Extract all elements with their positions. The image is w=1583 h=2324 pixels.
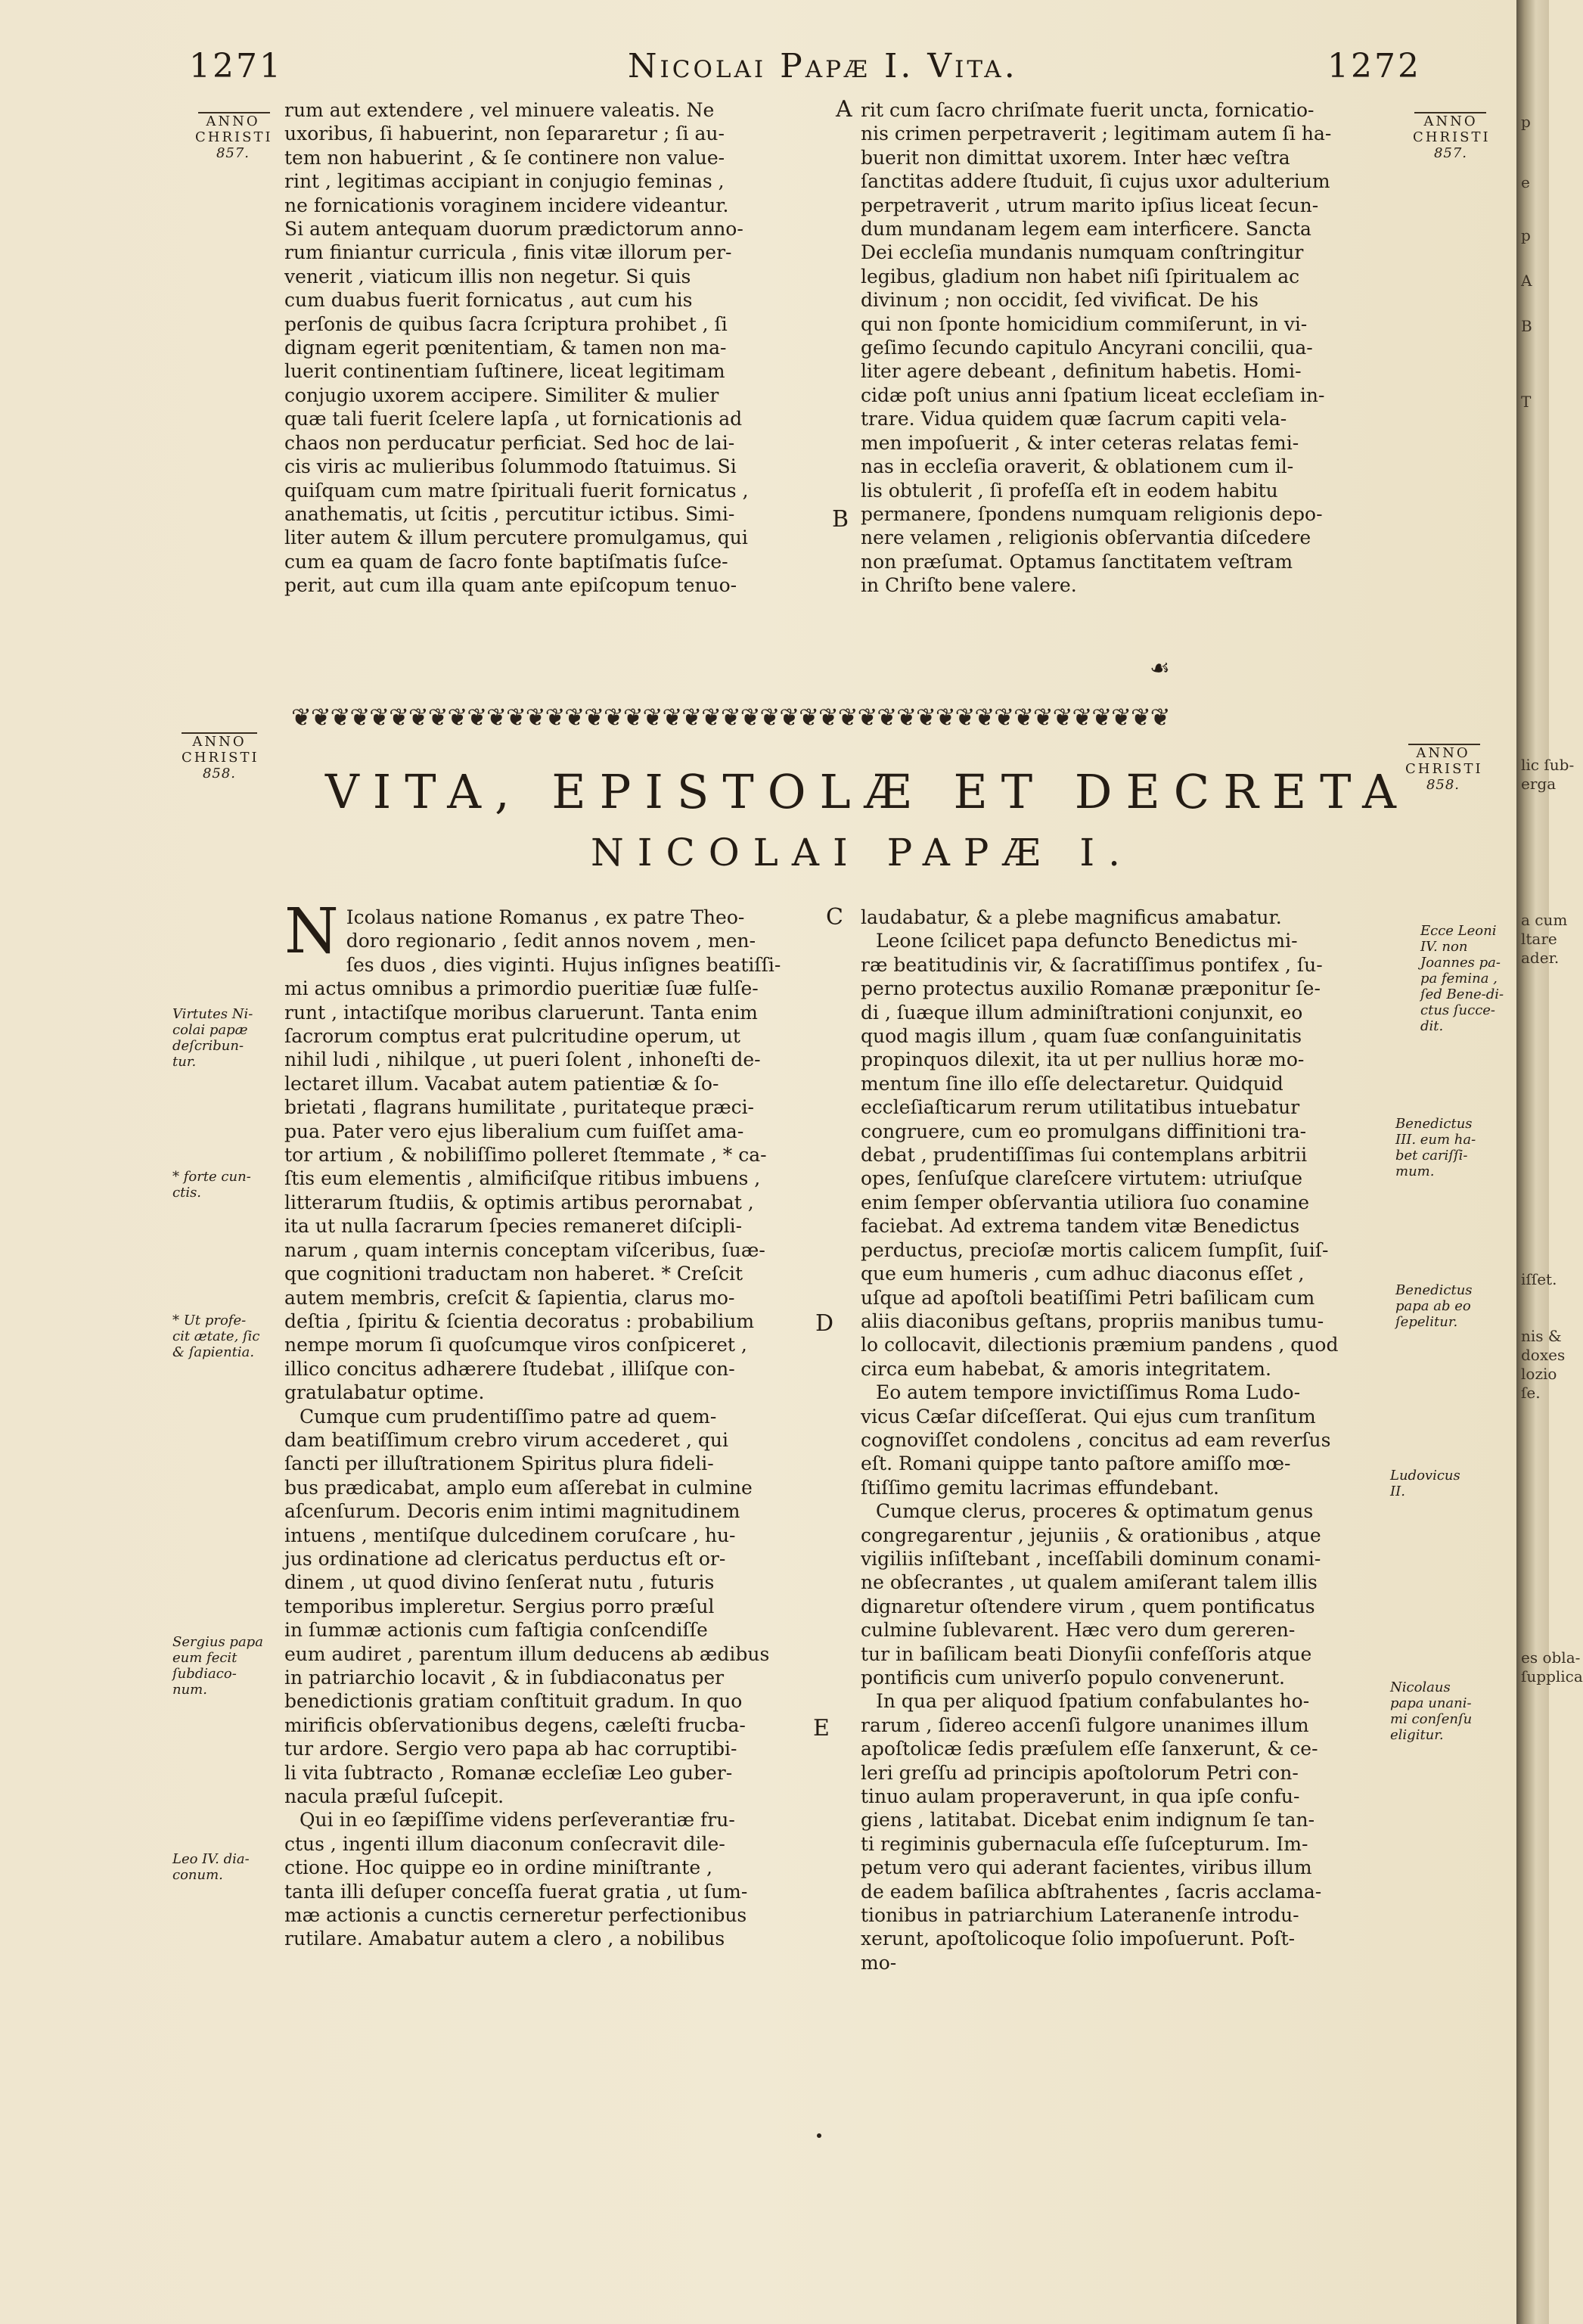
year-label: 857. (1433, 145, 1468, 161)
sidenote-line: eum fecit (172, 1650, 237, 1666)
margin-rule (1408, 744, 1480, 745)
text-line: pontificis cum univerſo populo convenerunt. (861, 1667, 1285, 1689)
year-label: 857. (216, 145, 250, 161)
text-line: lectaret illum. Vacabat autem patientiæ & ſo- (284, 1072, 719, 1095)
text-line: rutilare. Amabatur autem a clero , a nobilibus (284, 1928, 725, 1950)
sidenote-line: Sergius papa (172, 1634, 263, 1650)
text-line: non præſumat. Optamus ſanctitatem veſtram (861, 550, 1293, 573)
column-letter-a: A (836, 96, 852, 123)
tailpiece-fleuron-icon: ☙ (1150, 655, 1170, 682)
text-line: ſes duos , dies viginti. Hujus inſignes beatiſſi- (346, 953, 781, 976)
text-line: liter autem & illum percutere promulgamus, qui (284, 527, 748, 549)
sidenote-line: colai papæ (172, 1022, 248, 1038)
edge-fragment: T (1521, 393, 1532, 411)
sidenote-left-1 (172, 1006, 263, 1070)
text-line: temporibus impleretur. Sergius porro præſul (284, 1595, 715, 1617)
text-line: jus ordinatione ad clericatus perductus eſt or- (284, 1547, 726, 1570)
text-line: faciebat. Ad extrema tandem vitæ Benedictus (861, 1215, 1300, 1238)
edge-fragment: p (1521, 226, 1531, 244)
text-line: dignaretur oſtendere virum , quem pontificatus (861, 1595, 1315, 1617)
text-line: lis obtulerit , ſi profeſſa eſt in eodem habitu (861, 479, 1278, 502)
sidenote-right-1 (1420, 923, 1511, 1034)
text-line: luerit continentiam ſuſtinere, liceat legitimam (284, 360, 725, 383)
text-line: venerit , viaticum illis non negetur. Si quis (284, 265, 691, 287)
column-letter-c: C (826, 904, 843, 931)
text-line: congruere, cum eo promulgans diffinitioni tra- (861, 1120, 1307, 1142)
edge-fragment: ſe. (1521, 1384, 1541, 1402)
text-line: dam beatiſſimum crebro virum accederet , qui (284, 1428, 729, 1451)
text-line: cognoviſſet condolens , concitus ad eam reverſus (861, 1428, 1331, 1451)
text-line: tur in baſilicam beati Dionyſii confeſſoris atque (861, 1642, 1312, 1665)
text-line: buerit non dimittat uxorem. Inter hæc veſtra (861, 146, 1290, 169)
text-column-bottom-left (284, 896, 821, 1951)
text-line: litterarum ſtudiis, & optimis artibus perornabat , (284, 1191, 754, 1213)
text-line: ſanctitas addere ſtuduit, ſi cujus uxor adulterium (861, 170, 1330, 193)
text-line: perpetraverit , utrum marito ipſius liceat ſecun- (861, 194, 1319, 216)
text-line: mo- (861, 1951, 897, 1974)
text-line: nis crimen perpetraverit ; legitimam autem ſi ha- (861, 123, 1332, 145)
text-line: benedictionis gratiam conſtituit gradum. In quo (284, 1690, 743, 1713)
sidenote-line: Nicolaus (1390, 1679, 1451, 1695)
text-line: runt , intactiſque moribus claruerunt. Tanta enim (284, 1001, 758, 1024)
text-line: Si autem antequam duorum prædictorum anno- (284, 218, 743, 241)
sidenote-line: num. (172, 1682, 207, 1698)
text-line: mentum ſine illo eſſe delectaretur. Quidquid (861, 1072, 1283, 1095)
text-line: liter agere debeant , definitum habetis. Homi- (861, 360, 1302, 383)
sidenote-line: ctus ſucce- (1420, 1002, 1496, 1018)
text-line: in ſummæ actionis cum faſtigia conſcendiſſe (284, 1619, 708, 1642)
edge-fragment: p (1521, 113, 1531, 131)
text-line: congregarentur , jejuniis , & orationibus , atque (861, 1524, 1321, 1546)
text-line: vigiliis inſiſtebant , inceſſabili dominum conami- (861, 1547, 1321, 1570)
text-line: ſacrorum comptus erat pulcritudine operum, ut (284, 1025, 740, 1048)
text-line: mirificis obſervationibus degens, cæleſti frucba- (284, 1713, 746, 1736)
text-line: petum vero qui aderant facientes, viribus illum (861, 1856, 1312, 1879)
sidenote-line: II. (1390, 1484, 1405, 1499)
edge-fragment: ltare (1521, 930, 1557, 948)
text-line: ti regiminis gubernacula eſſe ſuſcepturum. Im- (861, 1832, 1308, 1855)
text-line: rint , legitimas accipiant in conjugio feminas , (284, 170, 725, 193)
text-line: quiſquam cum matre ſpirituali fuerit fornicatus , (284, 479, 749, 502)
text-line: perſonis de quibus ſacra ſcriptura prohibet , ſi (284, 312, 728, 335)
text-line: deſtia , ſpiritu & ſcientia decoratus : probabilium (284, 1310, 755, 1332)
christi-label: CHRISTI (1413, 129, 1491, 145)
text-line: enim ſemper obſervantia utiliora ſuo conamine (861, 1191, 1310, 1213)
edge-fragment: e (1521, 173, 1530, 191)
sidenote-line: ſed Bene-di- (1420, 986, 1504, 1002)
text-line: ita ut nulla ſacrarum ſpecies remaneret diſcipli- (284, 1215, 743, 1238)
page-number-right: 1272 (1327, 47, 1421, 85)
text-line: leri greſſu ad principis apoſtolorum Petri con- (861, 1761, 1299, 1784)
sidenote-left-4 (172, 1634, 263, 1698)
sidenote-line: & ſapientia. (172, 1344, 255, 1360)
text-line: tor artium , & nobiliſſimo polleret ſtemmate , * ca- (284, 1144, 767, 1167)
text-line: ræ beatitudinis vir, & ſacratiſſimus pontifex , ſu- (861, 953, 1323, 976)
edge-fragment: B (1521, 317, 1532, 335)
text-line: vicus Cæſar diſceſſerat. Qui ejus cum tranſitum (861, 1405, 1316, 1428)
sidenote-left-5 (172, 1851, 263, 1883)
edge-fragment: ſupplica (1521, 1667, 1583, 1686)
text-line: cis viris ac mulieribus ſolummodo ſtatuimus. Si (284, 455, 737, 478)
sidenote-line: Benedictus (1395, 1282, 1473, 1298)
edge-fragment: nis & (1521, 1327, 1562, 1345)
sidenote-line: conum. (172, 1867, 223, 1883)
margin-rule (182, 732, 257, 734)
sidenote-right-3 (1395, 1282, 1486, 1330)
text-line: Cumque clerus, proceres & optimatum genus (876, 1500, 1314, 1523)
sidenote-line: Leo IV. dia- (172, 1851, 250, 1867)
text-line: rit cum ſacro chriſmate fuerit uncta, fornicatio- (861, 99, 1315, 121)
anno-label: ANNO (192, 734, 247, 750)
text-line: conjugio uxorem accipere. Similiter & mulier (284, 384, 719, 406)
text-line: qui non ſponte homicidium commiſerunt, in vi- (861, 312, 1308, 335)
edge-fragment: lic ſub- (1521, 756, 1575, 774)
sidenote-line: papa ab eo (1395, 1298, 1471, 1314)
text-line: in patriarchio locavit , & in ſubdiaconatus per (284, 1667, 725, 1689)
sidenote-line: Joannes pa- (1420, 955, 1501, 971)
section-title: VITA, EPISTOLÆ ET DECRETA (325, 764, 1410, 819)
sidenote-line: Benedictus (1395, 1116, 1473, 1132)
sidenote-line: bet cariſſi- (1395, 1148, 1468, 1164)
text-line: giens , latitabat. Dicebat enim indignum ſe tan- (861, 1809, 1315, 1832)
text-line: eccleſiaſticarum rerum utilitatibus intuebatur (861, 1096, 1300, 1119)
anno-label: ANNO (1423, 113, 1478, 129)
sidenote-right-5 (1390, 1679, 1481, 1743)
sidenote-line: pa femina , (1420, 971, 1498, 986)
text-line: di , ſuæque illum adminiſtrationi conjunxit, eo (861, 1001, 1303, 1024)
running-title: Nicolai Papæ I. Vita. (628, 47, 1018, 85)
text-line: rum aut extendere , vel minuere valeatis. Ne (284, 99, 715, 121)
text-line: anathematis, ut ſcitis , percutitur ictibus. Simi- (284, 502, 735, 525)
text-line: autem membris, creſcit & ſapientia, clarus mo- (284, 1286, 735, 1309)
text-line: uſque ad apoſtoli beatiſſimi Petri baſilicam cum (861, 1286, 1315, 1309)
text-line: aſcenſurum. Decoris enim intimi magnitudinem (284, 1500, 740, 1523)
text-line: tur ardore. Sergio vero papa ab hac corruptibi- (284, 1738, 737, 1760)
margin-year-top-left (195, 113, 271, 161)
text-line: eum audiret , parentum illum deducens ab ædibus (284, 1642, 770, 1665)
edge-fragment: iſſet. (1521, 1270, 1557, 1288)
text-column-top-left (284, 98, 821, 598)
sidenote-line: mi conſenſu (1390, 1711, 1473, 1727)
text-line: brietati , flagrans humilitate , puritateque præci- (284, 1096, 755, 1119)
text-line: nere velamen , religionis obſervantia diſcedere (861, 527, 1311, 549)
text-line: laudabatur, & a plebe magnificus amabatur. (861, 906, 1282, 928)
sidenote-line: ſepelitur. (1395, 1314, 1458, 1330)
sidenote-line: tur. (172, 1054, 197, 1070)
margin-year-mid-left (182, 734, 257, 781)
sidenote-left-2 (172, 1169, 263, 1201)
column-letter-e: E (813, 1715, 830, 1741)
christi-label: CHRISTI (182, 750, 259, 766)
margin-rule (1414, 112, 1486, 113)
sidenote-line: ſubdiaco- (172, 1666, 237, 1682)
drop-capital: N (284, 896, 339, 968)
sidenote-line: * Ut profe- (172, 1313, 247, 1328)
text-column-bottom-left-lines (284, 896, 821, 1951)
sidenote-line: Ecce Leoni (1420, 923, 1497, 939)
text-line: permanere, ſpondens numquam religionis depo- (861, 502, 1323, 525)
anno-label: ANNO (1416, 745, 1470, 761)
text-line: rum finiantur curricula , finis vitæ illorum per- (284, 241, 732, 264)
sidenote-line: * forte cun- (172, 1169, 251, 1185)
sidenote-line: mum. (1395, 1164, 1435, 1179)
text-line: Dei eccleſia mundanis numquam conſtringitur (861, 241, 1304, 264)
edge-fragment: A (1521, 272, 1532, 290)
sidenote-line: IV. non (1420, 939, 1468, 955)
sidenote-line: Virtutes Ni- (172, 1006, 253, 1022)
text-column-bottom-right (861, 906, 1417, 1974)
text-line: pua. Pater vero ejus liberalium cum fuiſſet ama- (284, 1120, 744, 1142)
text-line: tanta illi deſuper conceſſa fuerat gratia , ut ſum- (284, 1880, 748, 1903)
text-line: ctus , ingenti illum diaconum conſecravit dile- (284, 1832, 725, 1855)
text-line: ctione. Hoc quippe eo in ordine miniſtrante , (284, 1856, 713, 1879)
christi-label: CHRISTI (195, 129, 273, 145)
text-line: geſimo ſecundo capitulo Ancyrani concilii, qua- (861, 337, 1313, 359)
text-line: eſt. Romani quippe tanto paſtore amiſſo mœ- (861, 1452, 1291, 1475)
edge-fragment: a cum (1521, 911, 1568, 929)
text-line: rarum , ſidereo accenſi fulgore unanimes illum (861, 1713, 1309, 1736)
sidenote-left-3 (172, 1313, 263, 1360)
text-line: tionibus in patriarchium Lateranenſe introdu- (861, 1904, 1299, 1927)
text-line: uxoribus, ſi habuerint, non ſepararetur ; ſi au- (284, 123, 725, 145)
text-line: que cognitioni traductam non haberet. * Creſcit (284, 1263, 743, 1285)
year-label: 858. (202, 766, 237, 781)
text-line: doro regionario , ſedit annos novem , men- (346, 930, 756, 952)
text-line: nihil ludi , nihilque , ut pueri ſolent , inhoneſti de- (284, 1049, 761, 1071)
text-line: mæ actionis a cunctis cerneretur perfectionibus (284, 1904, 747, 1927)
text-line: illico concitus adhærere ſtudebat , illiſque con- (284, 1357, 735, 1380)
text-line: In qua per aliquod ſpatium confabulantes ho- (876, 1690, 1310, 1713)
sidenote-line: dit. (1420, 1018, 1444, 1034)
ink-dot (817, 2133, 821, 2138)
text-line: apoſtolicæ ſedis præſulem eſſe ſanxerunt, & ce- (861, 1738, 1318, 1760)
edge-fragment: lozio (1521, 1365, 1557, 1383)
text-line: dum mundanam legem eam interficere. Sancta (861, 218, 1311, 241)
text-line: perductus, precioſæ mortis calicem ſumpſit, ſuiſ- (861, 1238, 1329, 1261)
text-line: Qui in eo ſæpiſſime videns perſeverantiæ fru- (300, 1809, 735, 1832)
text-line: nacula præſul ſuſcepit. (284, 1785, 504, 1808)
text-line: trare. Vidua quidem quæ ſacrum capiti vela- (861, 408, 1287, 430)
margin-year-mid-right (1405, 745, 1481, 793)
text-line: culmine ſublevarent. Hæc vero dum gereren- (861, 1619, 1296, 1642)
text-line: nempe morum ſi quoſcumque viros conſpiceret , (284, 1334, 747, 1356)
text-line: Eo autem tempore invictiſſimus Roma Ludo- (876, 1381, 1301, 1404)
anno-label: ANNO (206, 113, 260, 129)
text-line: ne obſecrantes , ut qualem amiſerant talem illis (861, 1571, 1318, 1594)
sidenote-line: papa unani- (1390, 1695, 1472, 1711)
text-line: dignam egerit pœnitentiam, & tamen non ma- (284, 337, 727, 359)
text-line: legibus, gladium non habet niſi ſpiritualem ac (861, 265, 1300, 287)
text-column-top-right (861, 98, 1417, 598)
text-line: Cumque cum prudentiſſimo patre ad quem- (300, 1405, 717, 1428)
section-subtitle: NICOLAI PAPÆ I. (590, 831, 1134, 875)
text-line: opes, ſenſuſque clareſcere virtutem: utriuſque (861, 1167, 1303, 1190)
text-line: circa eum habebat, & amoris integritatem. (861, 1357, 1271, 1380)
text-line: xerunt, apoſtolicoque ſolio impoſuerunt. Poſt- (861, 1928, 1296, 1950)
text-line: cum ea quam de ſacro fonte baptiſmatis ſuſce- (284, 550, 728, 573)
text-line: lo collocavit, dilectionis præmium pandens , quod (861, 1334, 1339, 1356)
text-line: perno protectus auxilio Romanæ præponitur ſe- (861, 977, 1321, 1000)
sidenote-line: ctis. (172, 1185, 202, 1201)
edge-fragment: es obla- (1521, 1648, 1581, 1667)
text-line: divinum ; non occidit, ſed vivificat. De his (861, 289, 1259, 312)
text-line: cidæ poſt unius anni ſpatium liceat eccleſiam in- (861, 384, 1325, 406)
text-line: li vita ſubtracto , Romanæ eccleſiæ Leo guber- (284, 1761, 733, 1784)
text-line: mi actus omnibus a primordio pueritiæ ſuæ fulſe- (284, 977, 759, 1000)
text-line: debat , prudentiſſimas ſui contemplans arbitrii (861, 1144, 1308, 1167)
margin-rule (198, 112, 270, 113)
edge-fragment: erga (1521, 775, 1557, 793)
text-line: ſtiſſimo gemitu lacrimas effundebant. (861, 1476, 1219, 1499)
page-number-left: 1271 (189, 47, 283, 85)
text-line: Leone ſcilicet papa defuncto Benedictus mi- (876, 930, 1298, 952)
text-line: chaos non perducatur perficiat. Sed hoc de lai- (284, 431, 735, 454)
text-line: Icolaus natione Romanus , ex patre Theo- (346, 906, 745, 928)
text-line: que eum humeris , cum adhuc diaconus eſſet , (861, 1263, 1305, 1285)
sidenote-line: deſcribun- (172, 1038, 244, 1054)
text-line: quæ tali fuerit ſcelere lapſa , ut fornicationis ad (284, 408, 743, 430)
text-line: tem non habuerint , & ſe continere non value- (284, 146, 725, 169)
column-letter-b: B (832, 506, 849, 533)
sidenote-right-4 (1390, 1468, 1481, 1499)
text-line: ne fornicationis voraginem incidere videantur. (284, 194, 729, 216)
sidenote-line: eligitur. (1390, 1727, 1444, 1743)
text-line: perit, aut cum illa quam ante epiſcopum tenuo- (284, 574, 737, 597)
text-line: aliis diaconibus geſtans, propriis manibus tumu- (861, 1310, 1324, 1332)
christi-label: CHRISTI (1405, 761, 1483, 777)
edge-fragment: doxes (1521, 1346, 1566, 1364)
text-line: ſancti per illuſtrationem Spiritus plura fideli- (284, 1452, 714, 1475)
text-line: men impoſuerit , & inter ceteras relatas femi- (861, 431, 1299, 454)
text-line: quod magis illum , quam ſuæ conſanguinitatis (861, 1025, 1302, 1048)
text-line: ſtis eum elementis , almificiſque ritibus imbuens , (284, 1167, 761, 1190)
column-letter-d: D (815, 1310, 834, 1337)
text-line: gratulabatur optime. (284, 1381, 485, 1404)
text-line: de eadem baſilica abſtrahentes , ſacris acclama- (861, 1880, 1322, 1903)
text-line: dinem , ut quod divino ſenſerat nutu , futuris (284, 1571, 715, 1594)
text-line: propinquos dilexit, ita ut per nullius horæ mo- (861, 1049, 1305, 1071)
text-line: in Chriſto bene valere. (861, 574, 1077, 597)
sidenote-line: Ludovicus (1390, 1468, 1460, 1484)
year-label: 858. (1426, 777, 1460, 793)
sidenote-line: III. eum ha- (1395, 1132, 1476, 1148)
text-line: cum duabus fuerit fornicatus , aut cum his (284, 289, 693, 312)
next-page-edge (1516, 0, 1583, 2324)
sidenote-line: cit ætate, ſic (172, 1328, 260, 1344)
text-line: intuens , mentiſque dulcedinem coruſcare , hu- (284, 1524, 736, 1546)
ornament-band: ❦❦❦❦❦❦❦❦❦❦❦❦❦❦❦❦❦❦❦❦❦❦❦❦❦❦❦❦❦❦❦❦❦❦❦❦❦❦❦❦❦❦❦❦❦ (291, 703, 1170, 732)
edge-fragment: ader. (1521, 949, 1560, 967)
sidenote-right-2 (1395, 1116, 1486, 1179)
text-line: bus prædicabat, amplo eum aſſerebat in culmine (284, 1476, 753, 1499)
text-line: nas in eccleſia oraverit, & oblationem cum il- (861, 455, 1294, 478)
text-line: tinuo aulam properaverunt, in qua ipſe confu- (861, 1785, 1300, 1808)
text-line: narum , quam internis conceptam viſceribus, ſuæ- (284, 1238, 765, 1261)
margin-year-top-right (1413, 113, 1491, 161)
